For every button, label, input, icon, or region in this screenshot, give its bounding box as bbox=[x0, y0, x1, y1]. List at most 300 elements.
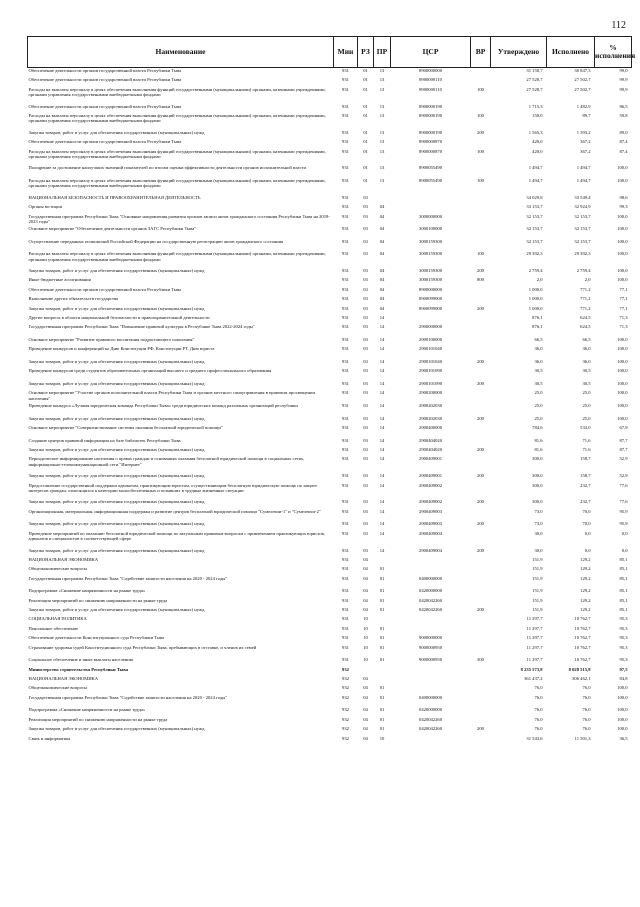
table-row bbox=[28, 251, 632, 268]
row-min: 931 bbox=[342, 508, 349, 514]
row-percent: 86,5 bbox=[619, 103, 628, 109]
row-vr bbox=[471, 315, 491, 324]
row-vr: 200 bbox=[477, 499, 484, 505]
row-name: Создание центров правовой информации на базе библиотек Республики Тыва bbox=[28, 437, 181, 443]
row-csr: 2900200000 bbox=[419, 390, 442, 396]
table-row bbox=[28, 483, 632, 500]
row-pr: 14 bbox=[379, 381, 385, 386]
row-executed: 129,2 bbox=[580, 566, 591, 572]
row-approved: 66,5 bbox=[534, 337, 543, 343]
row-percent: 100,0 bbox=[617, 726, 628, 732]
row-name: Подпрограмма «Снижение напряженности на рынке труда» bbox=[28, 588, 146, 594]
row-approved: 11 297,7 bbox=[526, 625, 543, 631]
row-pr: 04 bbox=[379, 286, 385, 292]
row-percent: 97,5 bbox=[619, 666, 628, 672]
row-min: 931 bbox=[342, 635, 349, 641]
row-approved: 27 528,7 bbox=[526, 77, 543, 83]
row-vr: 200 bbox=[477, 446, 484, 452]
row-pr bbox=[374, 616, 391, 625]
row-rz: 04 bbox=[363, 716, 368, 722]
table-row bbox=[28, 178, 632, 195]
row-approved: 1 715,3 bbox=[528, 103, 543, 109]
row-min: 931 bbox=[342, 337, 349, 343]
row-vr bbox=[471, 509, 491, 522]
row-executed: 1 393,2 bbox=[576, 129, 591, 135]
table-row bbox=[28, 346, 632, 359]
row-csr: 2900000000 bbox=[419, 324, 442, 330]
row-executed: 0,0 bbox=[584, 547, 591, 553]
row-rz: 03 bbox=[363, 381, 368, 386]
row-approved: 151,9 bbox=[532, 556, 543, 562]
row-min: 931 bbox=[342, 204, 349, 210]
row-percent: 100,0 bbox=[617, 359, 628, 365]
table-row bbox=[28, 473, 632, 482]
col-header-approved: Утверждено bbox=[491, 37, 547, 68]
row-rz: 03 bbox=[363, 547, 368, 553]
row-name: Закупка товаров, работ и услуг для обеспечения государственных (муниципальных) нужд bbox=[28, 381, 205, 386]
row-csr: 0400000000 bbox=[419, 694, 442, 700]
table-row bbox=[28, 626, 632, 635]
row-csr: 2900409004 bbox=[419, 530, 442, 536]
row-min: 931 bbox=[342, 566, 349, 572]
table-row bbox=[28, 416, 632, 425]
row-vr bbox=[471, 531, 491, 548]
row-vr: 200 bbox=[477, 547, 484, 553]
row-approved: 30,5 bbox=[534, 368, 543, 374]
row-csr: 8900000000 bbox=[419, 286, 442, 292]
row-min: 931 bbox=[342, 148, 349, 154]
row-min: 931 bbox=[342, 251, 349, 257]
row-executed: 76,0 bbox=[582, 685, 591, 691]
row-min: 931 bbox=[342, 616, 349, 622]
table-row bbox=[28, 268, 632, 277]
col-header-executed: Исполнено bbox=[547, 37, 595, 68]
row-approved: 151,9 bbox=[532, 566, 543, 572]
row-min: 931 bbox=[342, 657, 349, 663]
row-approved: 73,0 bbox=[534, 508, 543, 514]
row-executed: 2,0 bbox=[584, 277, 591, 283]
row-vr bbox=[471, 346, 491, 359]
row-csr: 0420000000 bbox=[419, 707, 442, 713]
row-csr bbox=[391, 736, 471, 745]
row-percent: 100,0 bbox=[617, 707, 628, 713]
row-percent: 100,0 bbox=[617, 402, 628, 408]
row-rz: 10 bbox=[363, 625, 368, 631]
row-vr bbox=[471, 566, 491, 575]
table-row bbox=[28, 736, 632, 745]
row-csr: 2900101040 bbox=[419, 346, 442, 352]
row-percent: 71,3 bbox=[619, 324, 628, 330]
row-csr bbox=[391, 204, 471, 213]
row-rz: 04 bbox=[363, 607, 368, 613]
row-rz: 01 bbox=[363, 77, 368, 83]
row-rz: 01 bbox=[363, 112, 368, 118]
row-executed: 11 501,3 bbox=[574, 735, 591, 741]
row-rz: 04 bbox=[363, 588, 368, 594]
row-csr: 2900101090 bbox=[419, 381, 442, 386]
row-name: Закупка товаров, работ и услуг для обеспечения государственных (муниципальных) нужд bbox=[28, 359, 205, 365]
row-csr: 2900404020 bbox=[419, 446, 442, 452]
row-name: Государственная программа Республики Тыва "Повышение правовой культуры в Республике Тыва 2022-2024 годы" bbox=[28, 324, 255, 330]
row-name: Основное мероприятие "Участие органов исполнительной власти Республики Тыва и органов местного самоуправления в правовом просвещении населения" bbox=[28, 390, 315, 401]
row-pr: 04 bbox=[379, 277, 385, 283]
row-pr: 01 bbox=[379, 607, 385, 613]
row-min: 931 bbox=[342, 268, 349, 274]
row-pr: 14 bbox=[379, 324, 385, 330]
row-rz: 03 bbox=[363, 482, 368, 488]
row-percent: 100,0 bbox=[617, 415, 628, 421]
row-csr: 0400000000 bbox=[419, 575, 442, 581]
row-min: 931 bbox=[342, 521, 349, 527]
row-min: 931 bbox=[342, 103, 349, 109]
row-name: Основное мероприятие "Обеспечение деятельности органов ЗАГС Республики Тыва" bbox=[28, 226, 197, 232]
row-percent: 99,0 bbox=[619, 68, 628, 73]
table-row bbox=[28, 657, 632, 666]
row-pr: 14 bbox=[379, 437, 385, 443]
row-min: 931 bbox=[342, 129, 349, 135]
row-rz: 01 bbox=[363, 139, 368, 145]
row-vr: 100 bbox=[477, 148, 484, 154]
row-name: Страхование здоровья судей Конституционного суда Республики Тыва, пребывающих в отставке, и членов их семей bbox=[28, 644, 257, 650]
row-vr: 100 bbox=[477, 251, 484, 257]
row-name: Расходы на выплаты персоналу в целях обеспечения выполнения функций государственными (муниципальными) органами, казенными учреждениями, органами управления государственными внебюджетными фондами bbox=[28, 148, 326, 159]
row-name: Закупка товаров, работ и услуг для обеспечения государственных (муниципальных) нужд bbox=[28, 415, 205, 421]
table-row bbox=[28, 557, 632, 566]
row-pr: 01 bbox=[379, 575, 385, 581]
row-percent: 85,1 bbox=[619, 607, 628, 613]
row-approved: 420,0 bbox=[532, 139, 543, 145]
row-csr bbox=[391, 315, 471, 324]
row-vr: 800 bbox=[477, 277, 484, 283]
row-name: Осуществление переданных полномочий Российской Федерации на государственную регистрацию актов гражданского состояния bbox=[28, 238, 284, 244]
row-pr: 14 bbox=[379, 547, 385, 553]
row-approved: 300,0 bbox=[532, 456, 543, 462]
table-row bbox=[28, 306, 632, 315]
row-pr: 04 bbox=[379, 204, 385, 210]
row-name: Закупка товаров, работ и услуг для обеспечения государственных (муниципальных) нужд bbox=[28, 446, 205, 452]
row-approved: 34 029,8 bbox=[526, 194, 543, 200]
row-name: Закупка товаров, работ и услуг для обеспечения государственных (муниципальных) нужд bbox=[28, 607, 205, 613]
row-pr: 14 bbox=[379, 424, 385, 430]
row-min: 932 bbox=[342, 726, 349, 732]
row-approved: 300,0 bbox=[532, 473, 543, 479]
row-vr bbox=[471, 456, 491, 473]
row-rz: 03 bbox=[363, 456, 368, 462]
row-csr: 3000159300 bbox=[419, 277, 442, 283]
row-pr: 14 bbox=[379, 473, 385, 479]
row-name: Основное мероприятие "Развитие правового воспитания подрастающего поколения" bbox=[28, 337, 195, 343]
row-pr: 01 bbox=[379, 657, 385, 663]
row-pr: 14 bbox=[379, 482, 385, 488]
row-rz: 03 bbox=[363, 424, 368, 430]
row-rz: 04 bbox=[363, 685, 368, 691]
row-csr: 3000100000 bbox=[419, 226, 442, 232]
row-executed: 129,2 bbox=[580, 597, 591, 603]
row-name: НАЦИОНАЛЬНАЯ БЕЗОПАСНОСТЬ И ПРАВООХРАНИТЕЛЬНАЯ ДЕЯТЕЛЬНОСТЬ bbox=[28, 194, 201, 200]
row-pr: 13 bbox=[379, 68, 385, 73]
row-vr bbox=[471, 598, 491, 607]
row-min: 931 bbox=[342, 86, 349, 92]
row-percent: 95,3 bbox=[619, 635, 628, 641]
row-csr bbox=[391, 616, 471, 625]
row-min: 931 bbox=[342, 588, 349, 594]
row-pr: 01 bbox=[379, 597, 385, 603]
row-name: Пенсионное обеспечение bbox=[28, 625, 79, 631]
row-vr bbox=[471, 645, 491, 658]
row-csr: 9000000950 bbox=[419, 657, 442, 663]
row-min: 931 bbox=[342, 424, 349, 430]
row-executed: 66,5 bbox=[582, 337, 591, 343]
row-rz: 03 bbox=[363, 277, 368, 283]
table-row bbox=[28, 113, 632, 130]
row-executed: 32 153,7 bbox=[574, 213, 591, 219]
row-csr: 8900000870 bbox=[419, 139, 442, 145]
table-row bbox=[28, 195, 632, 204]
row-vr bbox=[471, 438, 491, 447]
row-min: 931 bbox=[342, 368, 349, 374]
row-pr bbox=[374, 557, 391, 566]
row-vr bbox=[471, 287, 491, 296]
row-vr bbox=[471, 68, 491, 78]
row-csr: 3000159300 bbox=[419, 268, 442, 274]
row-executed: 158,7 bbox=[580, 456, 591, 462]
table-row bbox=[28, 456, 632, 473]
row-rz: 03 bbox=[363, 530, 368, 536]
row-vr bbox=[471, 557, 491, 566]
row-percent: 71,3 bbox=[619, 315, 628, 321]
row-executed: 367,2 bbox=[580, 139, 591, 145]
row-vr bbox=[471, 296, 491, 305]
row-rz: 01 bbox=[363, 129, 368, 135]
row-vr bbox=[471, 104, 491, 113]
row-approved: 1 494,7 bbox=[528, 177, 543, 183]
row-min: 931 bbox=[342, 305, 349, 311]
table-row bbox=[28, 315, 632, 324]
row-percent: 100,0 bbox=[617, 213, 628, 219]
table-row bbox=[28, 548, 632, 557]
row-min: 932 bbox=[342, 707, 349, 713]
row-pr: 14 bbox=[379, 415, 385, 421]
row-name: Закупка товаров, работ и услуг для обеспечения государственных (муниципальных) нужд bbox=[28, 473, 205, 479]
row-rz: 03 bbox=[363, 226, 368, 232]
row-vr bbox=[471, 635, 491, 644]
row-name: Обеспечение деятельности органов государственной власти Республики Тыва bbox=[28, 103, 182, 109]
row-vr: 100 bbox=[477, 177, 484, 183]
table-row bbox=[28, 165, 632, 178]
row-min: 932 bbox=[342, 666, 349, 672]
row-approved: 2,0 bbox=[536, 277, 543, 283]
table-row bbox=[28, 717, 632, 726]
row-approved: 361 437,2 bbox=[524, 675, 543, 681]
row-executed: 10 762,7 bbox=[574, 625, 591, 631]
row-pr: 01 bbox=[379, 566, 385, 572]
row-name: Проведение конкурсов и конференций ко Дню Конституции РФ, Конституции РТ, Дню юриста bbox=[28, 346, 215, 352]
row-executed: 771,2 bbox=[580, 286, 591, 292]
row-executed: 32 153,7 bbox=[574, 238, 591, 244]
row-executed: 10 762,7 bbox=[574, 635, 591, 641]
col-header-vr: ВР bbox=[471, 37, 491, 68]
row-name: Государственная программа Республики Тыва "Основные направления развития органов записи актов гражданского состояния Республики Тыва на 2018-2023 годы" bbox=[28, 213, 330, 224]
row-name: Государственная программа Республики Тыва "Содействие занятости населения на 2020 - 2024 годы" bbox=[28, 575, 228, 581]
row-percent: 100,0 bbox=[617, 337, 628, 343]
row-name: Реализация мероприятий по снижению напряженности на рынке труда bbox=[28, 597, 168, 603]
row-executed: 10 762,7 bbox=[574, 616, 591, 622]
row-pr: 14 bbox=[379, 359, 385, 365]
row-rz: 04 bbox=[363, 675, 368, 681]
row-approved: 151,9 bbox=[532, 575, 543, 581]
row-rz: 03 bbox=[363, 305, 368, 311]
row-name: Организационная, материальная, информационная поддержка и развитие центров бесплатной юридической помощи "Сумелекчи-1" и "Сумелекчи-2" bbox=[28, 508, 321, 514]
row-percent: 95,3 bbox=[619, 657, 628, 663]
row-min: 931 bbox=[342, 68, 349, 73]
row-executed: 76,0 bbox=[582, 726, 591, 732]
row-min: 931 bbox=[342, 277, 349, 283]
row-pr: 13 bbox=[379, 77, 385, 83]
row-min: 931 bbox=[342, 482, 349, 488]
row-executed: 129,2 bbox=[580, 607, 591, 613]
row-approved: 1 000,0 bbox=[528, 305, 543, 311]
row-min: 931 bbox=[342, 139, 349, 145]
row-executed: 129,2 bbox=[580, 575, 591, 581]
row-min: 931 bbox=[342, 381, 349, 386]
row-vr bbox=[471, 403, 491, 416]
row-executed: 30 847,3 bbox=[574, 68, 591, 73]
row-rz: 03 bbox=[363, 390, 368, 396]
table-body bbox=[28, 68, 632, 745]
row-name: НАЦИОНАЛЬНАЯ ЭКОНОМИКА bbox=[28, 556, 99, 562]
row-csr: 8900055490 bbox=[419, 165, 442, 171]
page-number: 112 bbox=[611, 20, 626, 31]
row-approved: 36,0 bbox=[534, 359, 543, 365]
row-percent: 95,9 bbox=[619, 521, 628, 527]
row-csr: 0420042260 bbox=[419, 607, 442, 613]
row-csr: 2900202030 bbox=[419, 415, 442, 421]
row-min: 931 bbox=[342, 194, 349, 200]
row-min: 931 bbox=[342, 324, 349, 330]
row-approved: 76,0 bbox=[534, 716, 543, 722]
row-csr: 2900101090 bbox=[419, 368, 442, 374]
row-pr: 04 bbox=[379, 296, 385, 302]
row-vr bbox=[471, 707, 491, 716]
row-percent: 100,0 bbox=[617, 277, 628, 283]
row-vr bbox=[471, 195, 491, 204]
row-approved: 2 759,4 bbox=[528, 268, 543, 274]
row-pr: 13 bbox=[379, 129, 385, 135]
row-pr: 14 bbox=[379, 390, 385, 396]
row-vr: 200 bbox=[477, 305, 484, 311]
row-min: 931 bbox=[342, 346, 349, 352]
row-name: Обеспечение деятельности Конституционного суда Республики Тыва bbox=[28, 635, 165, 641]
row-csr bbox=[391, 566, 471, 575]
row-executed: 30,5 bbox=[582, 381, 591, 386]
row-approved: 1 494,7 bbox=[528, 165, 543, 171]
col-header-name: Наименование bbox=[28, 37, 334, 68]
row-csr: 8900099000 bbox=[419, 296, 442, 302]
row-vr bbox=[471, 337, 491, 346]
row-executed: 771,2 bbox=[580, 296, 591, 302]
row-rz: 03 bbox=[363, 337, 368, 343]
row-name: Расходы на выплаты персоналу в целях обеспечения выполнения функций государственными (муниципальными) органами, казенными учреждениями, органами управления государственными внебюджетными фондами bbox=[28, 86, 326, 98]
table-row bbox=[28, 226, 632, 239]
row-min: 931 bbox=[342, 499, 349, 505]
table-row bbox=[28, 390, 632, 403]
row-vr: 300 bbox=[477, 657, 484, 663]
row-name: Общеэкономические вопросы bbox=[28, 566, 88, 572]
row-percent: 100,0 bbox=[617, 226, 628, 232]
row-csr: 2900100000 bbox=[419, 337, 442, 343]
row-percent: 100,0 bbox=[617, 177, 628, 183]
table-header-row bbox=[28, 37, 632, 68]
row-pr: 13 bbox=[379, 139, 385, 145]
row-approved: 1 565,3 bbox=[528, 129, 543, 135]
row-executed: 71,6 bbox=[582, 446, 591, 452]
table-row bbox=[28, 509, 632, 522]
table-row bbox=[28, 77, 632, 86]
row-pr: 14 bbox=[379, 521, 385, 527]
row-percent: 52,9 bbox=[619, 456, 628, 462]
row-vr: 200 bbox=[477, 415, 484, 421]
table-row bbox=[28, 447, 632, 456]
row-name: Закупка товаров, работ и услуг для обеспечения государственных (муниципальных) нужд bbox=[28, 521, 205, 527]
row-csr bbox=[391, 685, 471, 694]
row-percent: 100,0 bbox=[617, 268, 628, 274]
row-approved: 32 153,7 bbox=[526, 226, 543, 232]
row-executed: 771,2 bbox=[580, 305, 591, 311]
table-row bbox=[28, 635, 632, 644]
row-name: Министерство строительства Республики Тыва bbox=[28, 666, 129, 672]
row-csr: 0420000000 bbox=[419, 588, 442, 594]
table-row bbox=[28, 726, 632, 735]
row-vr bbox=[471, 214, 491, 227]
row-rz: 03 bbox=[363, 315, 368, 321]
row-approved: 300,0 bbox=[532, 499, 543, 505]
row-percent: 87,7 bbox=[619, 437, 628, 443]
row-approved: 76,0 bbox=[534, 726, 543, 732]
row-executed: 30,5 bbox=[582, 368, 591, 374]
row-percent: 77,1 bbox=[619, 305, 628, 311]
row-rz: 03 bbox=[363, 251, 368, 257]
table-row bbox=[28, 667, 632, 676]
row-executed: 76,0 bbox=[582, 716, 591, 722]
row-approved: 151,9 bbox=[532, 607, 543, 613]
row-executed: 76,0 bbox=[582, 694, 591, 700]
row-executed: 129,2 bbox=[580, 588, 591, 594]
row-pr: 04 bbox=[379, 251, 385, 257]
row-percent: 0,0 bbox=[621, 547, 628, 553]
row-approved: 11 297,7 bbox=[526, 644, 543, 650]
row-rz: 03 bbox=[363, 437, 368, 443]
table-row bbox=[28, 616, 632, 625]
row-rz: 03 bbox=[363, 268, 368, 274]
row-min: 931 bbox=[342, 456, 349, 462]
row-rz: 04 bbox=[363, 556, 368, 562]
row-csr: 8900000190 bbox=[419, 112, 442, 118]
row-percent: 100,0 bbox=[617, 685, 628, 691]
row-vr: 100 bbox=[477, 112, 484, 118]
row-csr bbox=[391, 557, 471, 566]
row-name: Выполнение других обязательств государства bbox=[28, 296, 119, 302]
row-min: 931 bbox=[342, 112, 349, 118]
table-row bbox=[28, 645, 632, 658]
table-row bbox=[28, 576, 632, 589]
row-pr: 14 bbox=[379, 346, 385, 352]
row-csr: 0420042260 bbox=[419, 726, 442, 732]
row-vr bbox=[471, 588, 491, 597]
row-min: 931 bbox=[342, 177, 349, 183]
row-vr bbox=[471, 717, 491, 726]
row-executed: 1 494,7 bbox=[576, 165, 591, 171]
row-min: 931 bbox=[342, 644, 349, 650]
